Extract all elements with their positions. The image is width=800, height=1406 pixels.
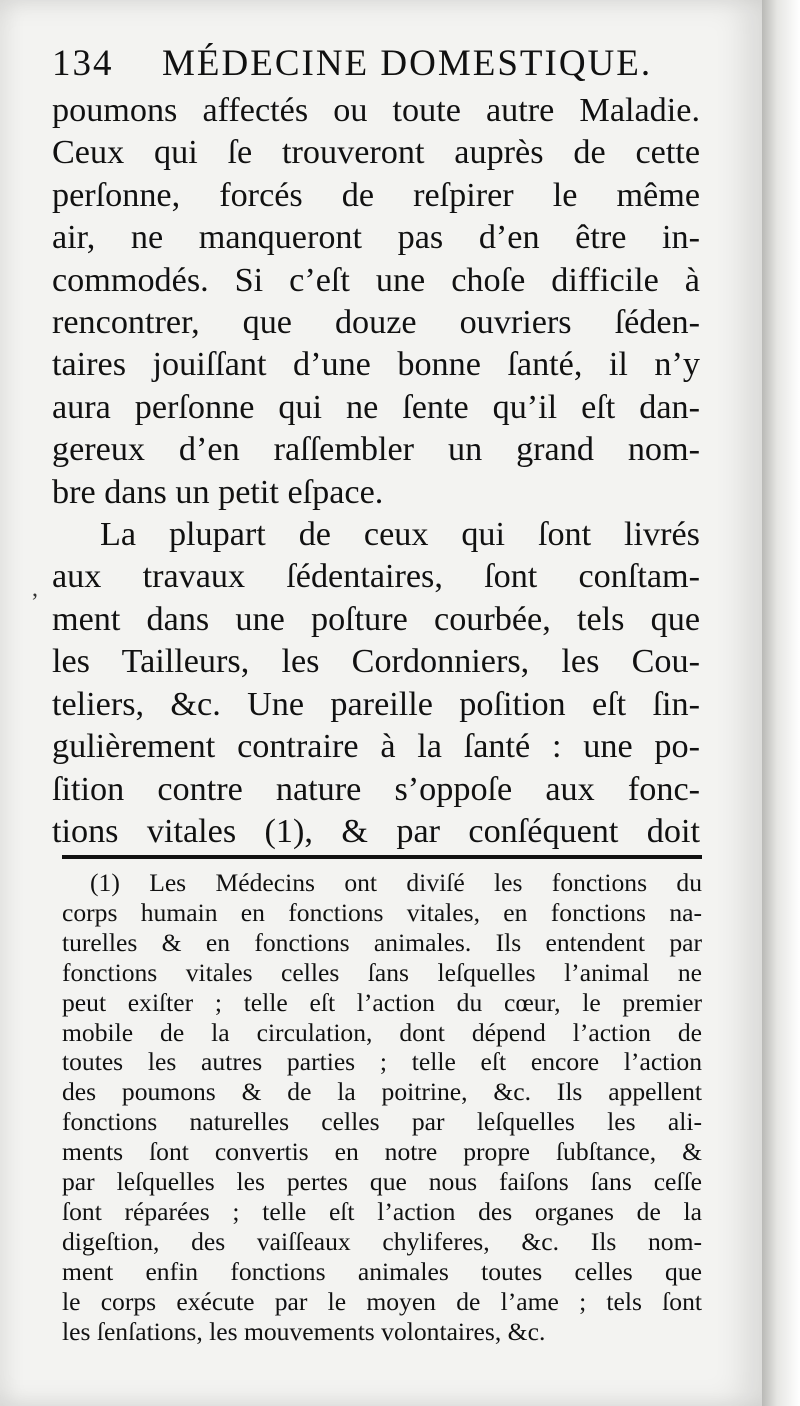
footnote-line: mobile de la circulation, dont dépend l’action de (62, 1017, 702, 1047)
page-number: 134 (52, 43, 114, 84)
footnote-line: ment enfin fonctions animales toutes celles que (62, 1256, 702, 1286)
text-line: perſonne, forcés de reſpirer le même (52, 176, 700, 214)
text-line: gereux d’en raſſembler un grand nom- (52, 431, 700, 469)
footnote-line: par leſquelles les pertes que nous faiſons ſans ceſſe (62, 1167, 702, 1197)
footnote-line: ſont réparées ; telle eſt l’action des organes de la (62, 1196, 702, 1226)
text-line: rencontrer, que douze ouvriers ſéden- (52, 304, 700, 342)
footnote-rule (62, 855, 702, 859)
text-line: aura perſonne qui ne ſente qu’il eſt dan- (52, 388, 700, 426)
footnote-line: des poumons & de la poitrine, &c. Ils appellent (62, 1077, 702, 1107)
text-line: ſition contre nature s’oppoſe aux fonc- (52, 770, 700, 808)
text-line: air, ne manqueront pas d’en être in- (52, 219, 700, 257)
text-line: bre dans un petit eſpace. (52, 473, 384, 511)
text-line: poumons affectés ou toute autre Maladie. (52, 92, 700, 129)
footnote-line: le corps exécute par le moyen de l’ame ; tels ſont (62, 1286, 702, 1316)
text-line: tions vitales (1), & par conſéquent doit (52, 812, 700, 850)
footnote-line: fonctions vitales celles ſans leſquelles l’animal ne (62, 957, 702, 987)
footnote-line: corps humain en fonctions vitales, en fonctions na- (62, 897, 702, 927)
footnote-line: peut exiſter ; telle eſt l’action du cœur, le premier (62, 987, 702, 1017)
page-edge (762, 0, 800, 1406)
footnote (62, 868, 702, 1347)
text-line: les Tailleurs, les Cordonniers, les Cou- (52, 643, 700, 681)
text-line: taires jouiſſant d’une bonne ſanté, il n’y (52, 346, 700, 384)
main-text (52, 90, 700, 853)
text-line: ment dans une poſture courbée, tels que (52, 600, 700, 638)
footnote-line: digeſtion, des vaiſſeaux chyliferes, &c. Ils nom- (62, 1226, 702, 1256)
text-line: Ceux qui ſe trouveront auprès de cette (52, 134, 700, 172)
text-line: gulièrement contraire à la ſanté : une po- (52, 728, 700, 766)
footnote-line: (1) Les Médecins ont diviſé les fonctions du (90, 868, 702, 897)
margin-mark: , (32, 576, 38, 602)
footnote-line: turelles & en fonctions animales. Ils entendent par (62, 927, 702, 957)
text-line: commodés. Si c’eſt une choſe difficile à (52, 261, 700, 299)
text-line: La plupart de ceux qui ſont livrés (100, 516, 700, 554)
text-line: aux travaux ſédentaires, ſont conſtam- (52, 558, 700, 596)
footnote-line: toutes les autres parties ; telle eſt encore l’action (62, 1047, 702, 1077)
running-title: MÉDECINE DOMESTIQUE. (162, 43, 653, 84)
footnote-line: les ſenſations, les mouvements volontaires, &c. (62, 1316, 546, 1346)
footnote-line: fonctions naturelles celles par leſquelles les ali- (62, 1107, 702, 1137)
footnote-line: ments ſont convertis en notre propre ſubſtance, & (62, 1137, 702, 1167)
text-line: teliers, &c. Une pareille poſition eſt ſin- (52, 685, 700, 723)
running-header (52, 40, 712, 88)
